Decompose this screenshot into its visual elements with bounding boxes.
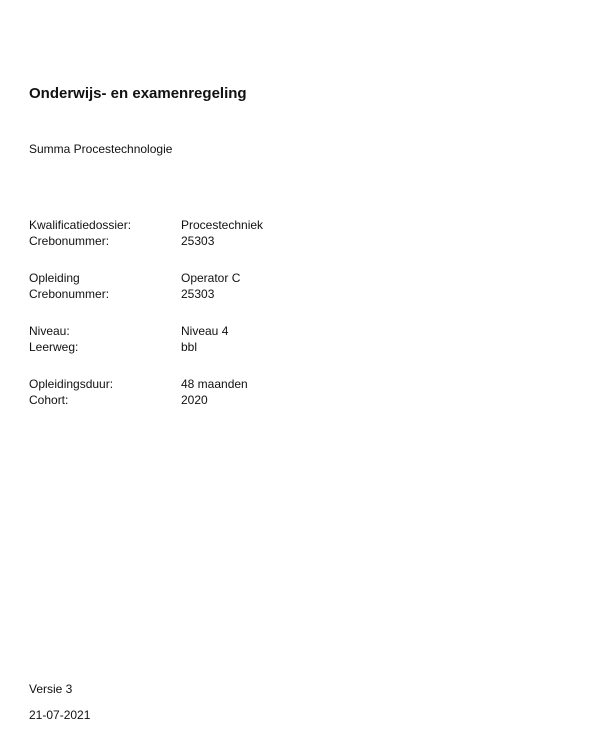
metadata-group-duration: [29, 376, 429, 408]
metadata-row: [29, 233, 429, 249]
metadata-group-level: [29, 323, 429, 355]
metadata-value: Procestechniek: [181, 218, 264, 232]
metadata-value: 25303: [181, 287, 215, 301]
metadata-row: [29, 323, 429, 339]
metadata-row: [29, 339, 429, 355]
metadata-value: 2020: [181, 393, 208, 407]
metadata-value: 48 maanden: [181, 377, 248, 391]
metadata-label: Kwalificatiedossier:: [29, 218, 132, 232]
metadata-label: Niveau:: [29, 324, 70, 338]
metadata-label: Cohort:: [29, 393, 69, 407]
document-version: Versie 3: [29, 682, 73, 696]
document-date: 21-07-2021: [29, 708, 91, 722]
metadata-value: 25303: [181, 234, 215, 248]
metadata-label: Opleiding: [29, 271, 80, 285]
metadata-row: [29, 376, 429, 392]
metadata-label: Leerweg:: [29, 340, 79, 354]
document-title: Onderwijs- en examenregeling: [29, 85, 247, 102]
metadata-label: Opleidingsduur:: [29, 377, 114, 391]
metadata-value: Operator C: [181, 271, 241, 285]
metadata-group-qualification: [29, 217, 429, 249]
metadata-row: [29, 270, 429, 286]
metadata-row: [29, 286, 429, 302]
metadata-group-program: [29, 270, 429, 302]
metadata-value: bbl: [181, 340, 198, 354]
metadata-label: Crebonummer:: [29, 234, 110, 248]
metadata-value: Niveau 4: [181, 324, 229, 338]
metadata-row: [29, 392, 429, 408]
metadata-table: [29, 217, 429, 429]
metadata-row: [29, 217, 429, 233]
metadata-label: Crebonummer:: [29, 287, 110, 301]
document-subtitle: Summa Procestechnologie: [29, 142, 173, 156]
